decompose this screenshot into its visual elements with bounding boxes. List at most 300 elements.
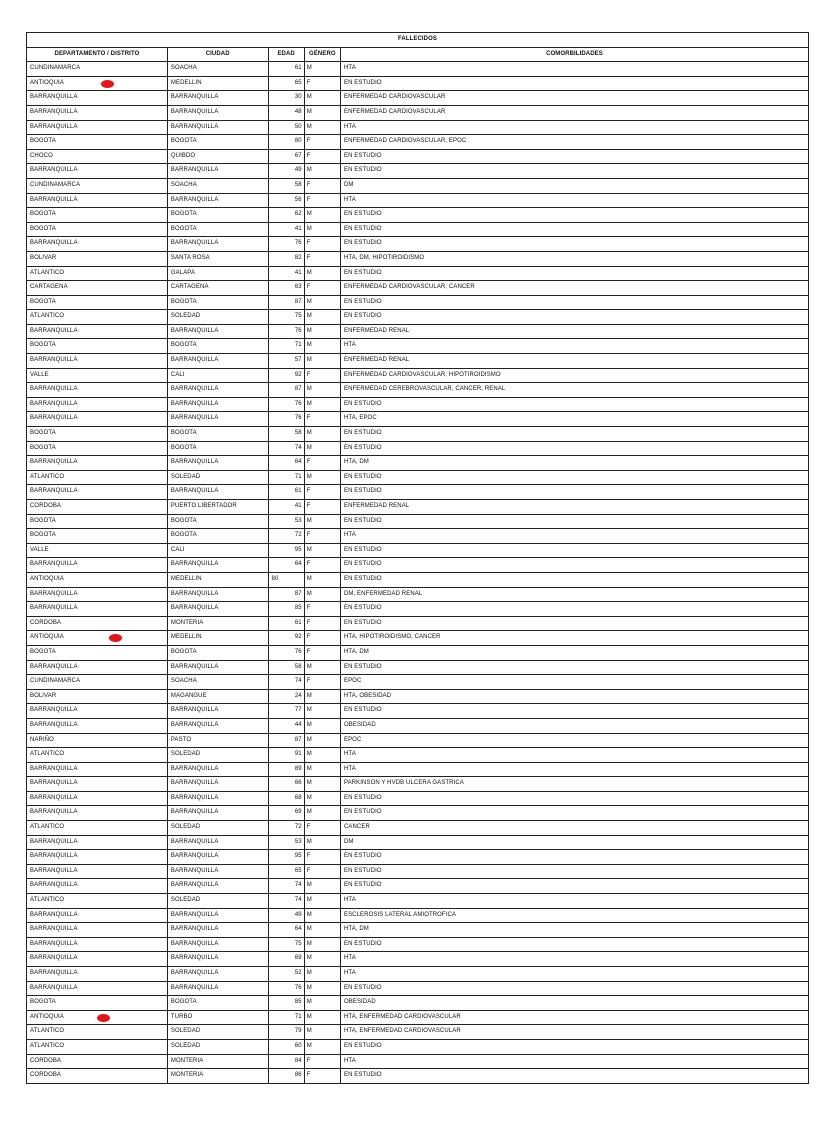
departamento-text: VALLE [30,371,49,378]
departamento-text: CORDOBA [30,503,62,509]
cell-edad: 50 [268,120,304,135]
departamento-text: CUNDINAMARCA [30,678,81,685]
cell-edad: 64 [268,923,304,938]
cell-genero: M [304,937,340,952]
cell-edad: 87 [268,295,304,310]
cell-edad: 71 [268,470,304,485]
table-row [27,981,809,996]
header-row [27,47,809,62]
cell-departamento [27,748,168,763]
cell-departamento [27,675,168,690]
departamento-text: BOGOTA [30,298,56,305]
cell-genero: M [304,222,340,237]
cell-ciudad: MEDELLIN [167,572,268,587]
table-row [27,1039,809,1054]
departamento-text: CHOCO [30,152,53,159]
cell-edad: 61 [268,616,304,631]
cell-genero: F [304,616,340,631]
cell-departamento [27,470,168,485]
cell-ciudad: CALI [167,368,268,383]
cell-departamento [27,222,168,237]
cell-genero: M [304,689,340,704]
cell-edad: 30 [268,91,304,106]
departamento-text: BARRANQUILLA [30,415,78,422]
red-marker-dot [97,1014,110,1022]
cell-comorbilidades: HTA [340,339,808,354]
cell-comorbilidades: EN ESTUDIO [340,791,808,806]
cell-comorbilidades: EN ESTUDIO [340,164,808,179]
cell-genero: M [304,791,340,806]
cell-comorbilidades: ENFERMEDAD CARDIOVASCULAR, EPOC [340,135,808,150]
cell-genero: F [304,675,340,690]
cell-genero: F [304,237,340,252]
cell-edad: 75 [268,310,304,325]
cell-genero: M [304,105,340,120]
cell-comorbilidades: HTA, OBESIDAD [340,689,808,704]
cell-departamento [27,733,168,748]
cell-edad: 76 [268,645,304,660]
table-row [27,397,809,412]
deaths-sheet [26,32,809,1084]
departamento-text: CORDOBA [30,619,62,626]
table-row [27,339,809,354]
cell-edad: 87 [268,733,304,748]
departamento-text: VALLE [30,546,49,553]
cell-edad: 52 [268,967,304,982]
cell-ciudad: BOGOTA [167,514,268,529]
cell-departamento [27,281,168,296]
cell-departamento [27,120,168,135]
departamento-text: BOGOTA [30,444,56,451]
table-row [27,149,809,164]
cell-departamento [27,981,168,996]
cell-departamento [27,967,168,982]
departamento-text: ATLANTICO [30,824,65,831]
departamento-text: BARRANQUILLA [30,838,78,845]
cell-ciudad: BARRANQUILLA [167,718,268,733]
departamento-text: BARRANQUILLA [30,108,78,115]
cell-genero: M [304,879,340,894]
cell-departamento [27,266,168,281]
departamento-text: CUNDINAMARCA [30,65,81,72]
cell-edad: 41 [268,222,304,237]
cell-comorbilidades: EN ESTUDIO [340,149,808,164]
cell-comorbilidades: EN ESTUDIO [340,1039,808,1054]
cell-comorbilidades: EN ESTUDIO [340,660,808,675]
departamento-text: BOGOTA [30,225,56,232]
cell-comorbilidades: EN ESTUDIO [340,295,808,310]
cell-ciudad: BARRANQUILLA [167,412,268,427]
table-row [27,923,809,938]
departamento-text: BARRANQUILLA [30,605,78,612]
cell-genero: M [304,806,340,821]
cell-ciudad: SOLEDAD [167,821,268,836]
cell-departamento [27,237,168,252]
cell-genero: F [304,500,340,515]
cell-comorbilidades: EN ESTUDIO [340,543,808,558]
table-row [27,500,809,515]
cell-departamento [27,427,168,442]
cell-genero: F [304,1069,340,1084]
cell-ciudad: MEDELLIN [167,631,268,646]
cell-comorbilidades: ENFERMEDAD CEREBROVASCULAR, CANCER, RENAL [340,383,808,398]
cell-ciudad: BARRANQUILLA [167,923,268,938]
cell-departamento [27,456,168,471]
cell-genero: M [304,777,340,792]
cell-ciudad: BARRANQUILLA [167,806,268,821]
cell-ciudad: BOGOTA [167,529,268,544]
cell-ciudad: BARRANQUILLA [167,193,268,208]
cell-comorbilidades: EN ESTUDIO [340,208,808,223]
cell-comorbilidades: EN ESTUDIO [340,237,808,252]
cell-comorbilidades: EN ESTUDIO [340,76,808,91]
cell-comorbilidades: EN ESTUDIO [340,572,808,587]
departamento-text: BOGOTA [30,138,56,145]
table-row [27,208,809,223]
cell-comorbilidades: HTA, HIPOTIROIDISMO, CANCER [340,631,808,646]
cell-edad: 79 [268,1025,304,1040]
table-row [27,514,809,529]
cell-comorbilidades: EN ESTUDIO [340,1069,808,1084]
cell-departamento [27,616,168,631]
cell-departamento [27,62,168,77]
cell-comorbilidades: HTA, DM, HIPOTIROIDISMO [340,251,808,266]
header-edad: EDAD [268,47,304,62]
cell-ciudad: BARRANQUILLA [167,777,268,792]
cell-comorbilidades: HTA [340,952,808,967]
table-row [27,193,809,208]
red-marker-dot [101,80,114,88]
cell-genero: M [304,62,340,77]
cell-departamento [27,164,168,179]
departamento-text: ANTIOQUIA [30,79,64,86]
cell-comorbilidades: EN ESTUDIO [340,602,808,617]
departamento-text: BARRANQUILLA [30,794,78,801]
cell-edad: 68 [268,791,304,806]
header-comorbilidades: COMORBILIDADES [340,47,808,62]
cell-departamento [27,762,168,777]
cell-ciudad: BARRANQUILLA [167,456,268,471]
cell-departamento [27,821,168,836]
cell-comorbilidades: EN ESTUDIO [340,704,808,719]
cell-ciudad: BARRANQUILLA [167,237,268,252]
cell-departamento [27,441,168,456]
cell-ciudad: BOGOTA [167,645,268,660]
departamento-text: BOGOTA [30,211,56,218]
cell-edad: 74 [268,441,304,456]
departamento-text: BARRANQUILLA [30,984,78,991]
cell-departamento [27,514,168,529]
cell-ciudad: SOACHA [167,62,268,77]
departamento-text: BARRANQUILLA [30,240,78,247]
departamento-text: BARRANQUILLA [30,721,78,728]
cell-edad: 77 [268,704,304,719]
cell-ciudad: BARRANQUILLA [167,354,268,369]
cell-edad: 57 [268,354,304,369]
table-row [27,1025,809,1040]
table-title: FALLECIDOS [27,33,809,48]
departamento-text: BARRANQUILLA [30,911,78,918]
cell-edad: 76 [268,412,304,427]
cell-genero: M [304,310,340,325]
cell-departamento [27,923,168,938]
cell-ciudad: BARRANQUILLA [167,791,268,806]
cell-edad: 41 [268,266,304,281]
cell-comorbilidades: OBESIDAD [340,996,808,1011]
cell-ciudad: QUIBDO [167,149,268,164]
cell-comorbilidades: EN ESTUDIO [340,441,808,456]
cell-ciudad: SOACHA [167,675,268,690]
header-genero: GÉNERO [304,47,340,62]
cell-comorbilidades: HTA [340,762,808,777]
cell-edad: 24 [268,689,304,704]
departamento-text: BARRANQUILLA [30,809,78,816]
cell-comorbilidades: EN ESTUDIO [340,981,808,996]
cell-departamento [27,572,168,587]
cell-edad: 74 [268,675,304,690]
cell-comorbilidades: HTA [340,894,808,909]
cell-comorbilidades: HTA [340,120,808,135]
departamento-text: BARRANQUILLA [30,123,78,130]
departamento-text: BARRANQUILLA [30,707,78,714]
cell-genero: M [304,324,340,339]
departamento-text: ANTIOQUIA [30,634,64,641]
cell-edad: 95 [268,543,304,558]
cell-genero: F [304,864,340,879]
table-row [27,558,809,573]
cell-ciudad: BARRANQUILLA [167,967,268,982]
departamento-text: CORDOBA [30,1057,62,1064]
cell-edad: 85 [268,996,304,1011]
cell-comorbilidades: ENFERMEDAD CARDIOVASCULAR [340,91,808,106]
cell-comorbilidades: EPOC [340,675,808,690]
cell-edad: 60 [268,1039,304,1054]
cell-ciudad: BARRANQUILLA [167,864,268,879]
departamento-text: BOGOTA [30,430,56,437]
cell-genero: F [304,558,340,573]
cell-departamento [27,208,168,223]
cell-genero: M [304,120,340,135]
table-row [27,354,809,369]
departamento-text: CORDOBA [30,1072,62,1079]
cell-edad: 64 [268,456,304,471]
departamento-text: BARRANQUILLA [30,765,78,772]
cell-edad: 92 [268,368,304,383]
cell-comorbilidades: ENFERMEDAD CARDIOVASCULAR, HIPOTIROIDISMO [340,368,808,383]
cell-genero: M [304,514,340,529]
cell-edad: 95 [268,850,304,865]
cell-comorbilidades: EN ESTUDIO [340,397,808,412]
cell-genero: F [304,456,340,471]
table-row [27,587,809,602]
cell-edad: 65 [268,864,304,879]
cell-departamento [27,660,168,675]
cell-ciudad: BARRANQUILLA [167,120,268,135]
cell-edad: 65 [268,76,304,91]
cell-comorbilidades: HTA [340,1054,808,1069]
cell-departamento [27,1069,168,1084]
cell-departamento [27,251,168,266]
cell-edad: 89 [268,762,304,777]
table-row [27,879,809,894]
cell-comorbilidades: EN ESTUDIO [340,514,808,529]
departamento-text: BOGOTA [30,999,56,1006]
departamento-text: BARRANQUILLA [30,970,78,976]
table-row [27,135,809,150]
table-row [27,660,809,675]
cell-comorbilidades: ENFERMEDAD CARDIOVASCULAR [340,105,808,120]
table-row [27,806,809,821]
cell-edad: 80 [268,135,304,150]
table-row [27,441,809,456]
departamento-text: BARRANQUILLA [30,955,78,962]
departamento-text: BARRANQUILLA [30,400,78,407]
cell-comorbilidades: ENFERMEDAD RENAL [340,324,808,339]
cell-edad: 76 [268,237,304,252]
cell-ciudad: BARRANQUILLA [167,164,268,179]
cell-edad: 58 [268,660,304,675]
departamento-text: BARRANQUILLA [30,926,78,933]
cell-comorbilidades: EN ESTUDIO [340,427,808,442]
cell-edad: 66 [268,777,304,792]
cell-genero: M [304,397,340,412]
departamento-text: BARRANQUILLA [30,853,78,860]
cell-departamento [27,529,168,544]
cell-departamento [27,178,168,193]
departamento-text: BARRANQUILLA [30,867,78,874]
cell-edad: 74 [268,879,304,894]
table-row [27,295,809,310]
departamento-text: CUNDINAMARCA [30,181,81,188]
table-row [27,762,809,777]
cell-departamento [27,718,168,733]
cell-genero: M [304,1025,340,1040]
cell-genero: M [304,441,340,456]
cell-genero: M [304,1039,340,1054]
cell-ciudad: CARTAGENA [167,281,268,296]
cell-edad: 74 [268,894,304,909]
cell-ciudad: MONTERIA [167,1069,268,1084]
cell-comorbilidades: EN ESTUDIO [340,558,808,573]
table-row [27,894,809,909]
cell-genero: M [304,470,340,485]
cell-departamento [27,894,168,909]
cell-departamento [27,368,168,383]
cell-comorbilidades: HTA, DM [340,456,808,471]
cell-comorbilidades: CANCER [340,821,808,836]
table-row [27,572,809,587]
departamento-text: BOGOTA [30,532,56,539]
cell-ciudad: BARRANQUILLA [167,91,268,106]
cell-departamento [27,996,168,1011]
table-row [27,733,809,748]
cell-edad: 41 [268,500,304,515]
cell-departamento [27,135,168,150]
cell-departamento [27,689,168,704]
cell-ciudad: BARRANQUILLA [167,937,268,952]
cell-genero: F [304,412,340,427]
table-row [27,675,809,690]
cell-edad: 72 [268,821,304,836]
cell-ciudad: BARRANQUILLA [167,602,268,617]
cell-comorbilidades: HTA, ENFERMEDAD CARDIOVASCULAR [340,1010,808,1025]
table-row [27,908,809,923]
cell-comorbilidades: HTA [340,967,808,982]
table-row [27,237,809,252]
cell-ciudad: BARRANQUILLA [167,952,268,967]
cell-edad: 44 [268,718,304,733]
cell-ciudad: SOLEDAD [167,1025,268,1040]
cell-genero: M [304,923,340,938]
cell-departamento [27,631,168,646]
cell-genero: M [304,295,340,310]
departamento-text: BOGOTA [30,342,56,349]
cell-ciudad: BARRANQUILLA [167,324,268,339]
cell-genero: F [304,602,340,617]
departamento-text: BOGOTA [30,648,56,655]
cell-genero: M [304,952,340,967]
departamento-text: BARRANQUILLA [30,561,78,568]
departamento-text: BARRANQUILLA [30,167,78,174]
cell-genero: M [304,762,340,777]
cell-ciudad: BARRANQUILLA [167,879,268,894]
cell-genero: F [304,178,340,193]
cell-genero: M [304,967,340,982]
cell-comorbilidades: HTA, EPOC [340,412,808,427]
cell-comorbilidades: HTA, DM [340,923,808,938]
cell-edad: 75 [268,937,304,952]
table-row [27,543,809,558]
cell-departamento [27,835,168,850]
cell-comorbilidades: HTA [340,193,808,208]
cell-genero: M [304,266,340,281]
cell-departamento [27,295,168,310]
cell-genero: M [304,208,340,223]
cell-departamento [27,149,168,164]
cell-ciudad: BOGOTA [167,135,268,150]
cell-ciudad: BOGOTA [167,295,268,310]
table-row [27,266,809,281]
cell-genero: F [304,529,340,544]
table-body [27,62,809,1084]
table-row [27,310,809,325]
table-row [27,645,809,660]
cell-comorbilidades: ESCLEROSIS LATERAL AMIOTROFICA [340,908,808,923]
cell-genero: F [304,281,340,296]
table-row [27,937,809,952]
departamento-text: ATLANTICO [30,751,65,758]
table-row [27,1010,809,1025]
departamento-text: BARRANQUILLA [30,882,78,889]
table-row [27,456,809,471]
cell-departamento [27,952,168,967]
cell-departamento [27,645,168,660]
table-row [27,91,809,106]
cell-genero: F [304,850,340,865]
table-row [27,704,809,719]
cell-comorbilidades: EN ESTUDIO [340,222,808,237]
cell-departamento [27,543,168,558]
table-row [27,835,809,850]
cell-genero: M [304,835,340,850]
cell-ciudad: SOLEDAD [167,310,268,325]
title-row [27,33,809,48]
cell-departamento [27,908,168,923]
cell-comorbilidades: EN ESTUDIO [340,266,808,281]
cell-edad: 76 [268,397,304,412]
cell-comorbilidades: HTA, DM [340,645,808,660]
cell-edad: 62 [268,208,304,223]
